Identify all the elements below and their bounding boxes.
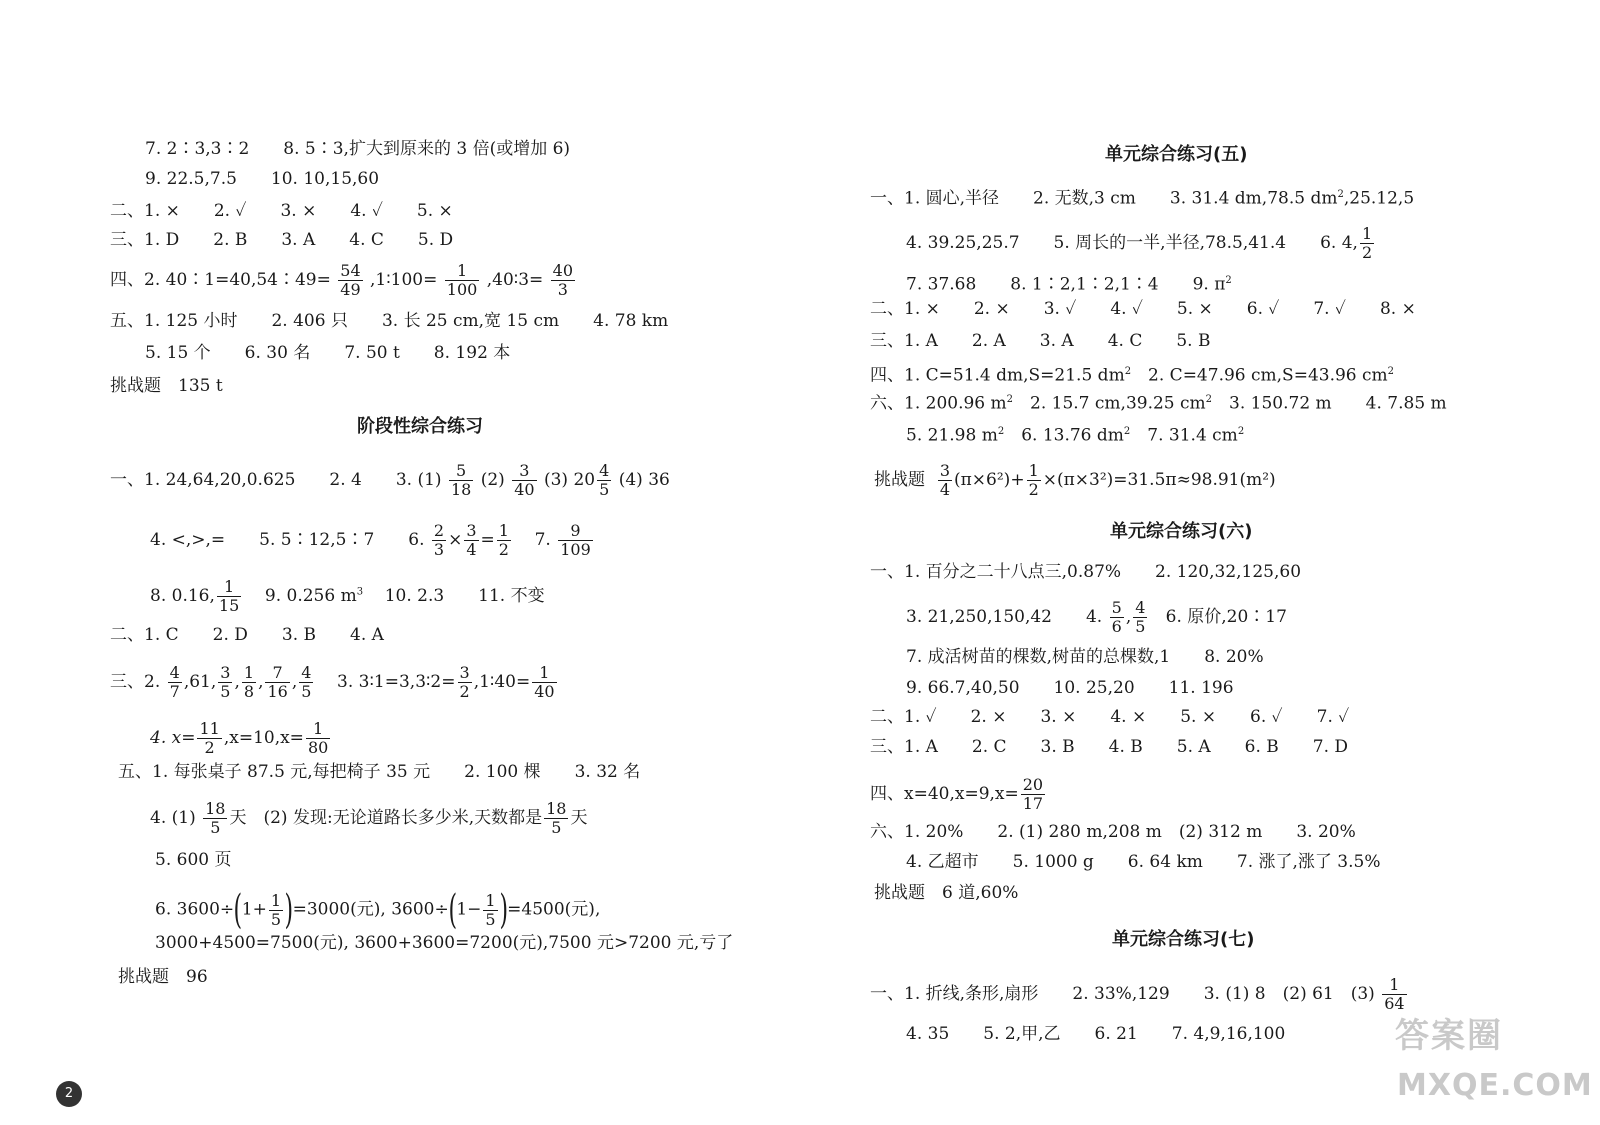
superscript: 2 (1337, 189, 1344, 200)
fraction: $\frac{3}{4}$ (466, 521, 477, 559)
text: (π×6²)+ (954, 470, 1025, 490)
text: 天 (570, 808, 588, 828)
text: , (258, 672, 264, 692)
fraction: $\frac{1}{64}$ (1384, 975, 1405, 1013)
text: 六、1. 200.96 m (870, 393, 1007, 414)
text: 7. 31.4 cm (1130, 425, 1238, 446)
text: ,1∶100= (370, 270, 438, 290)
stage-line-11: 3000+4500=7500(元), 3600+3600=7200(元),7500 元>7200 元,亏了 (155, 933, 734, 953)
fraction: $\frac{1}{5}$ (485, 890, 496, 929)
text: 1− (456, 899, 482, 920)
text: ,25.12,5 (1343, 188, 1415, 209)
unit5-line-1 (870, 184, 1414, 210)
unit5-line-2 (906, 225, 1376, 262)
superscript: 3 (356, 586, 364, 598)
fraction: $\frac{4}{5}$ (599, 461, 610, 499)
stage-line-4: 二、1. C 2. D 3. B 4. A (110, 625, 384, 645)
fraction: $\frac{5}{18}$ (450, 461, 472, 499)
fraction: $\frac{54}{49}$ (340, 261, 361, 299)
text: 8. 0.16, (150, 586, 215, 606)
unit5-line-5: 三、1. A 2. A 3. A 4. C 5. B (870, 331, 1211, 351)
stage-line-6 (150, 720, 332, 757)
text: × (448, 530, 463, 550)
text: 6. 3600÷ (155, 899, 235, 920)
text: 一、1. 24,64,20,0.625 2. 4 3. (1) (110, 470, 442, 490)
unit6-line-4: 9. 66.7,40,50 10. 25,20 11. 196 (906, 678, 1234, 698)
unit6-line-1: 一、1. 百分之二十八点三,0.87% 2. 120,32,125,60 (870, 562, 1302, 582)
fraction: $\frac{20}{17}$ (1022, 775, 1044, 813)
left-line-7: 5. 15 个 6. 30 名 7. 50 t 8. 192 本 (145, 343, 511, 363)
text: 6. 13.76 dm (1004, 425, 1124, 446)
text: , (291, 672, 298, 692)
text: 4. (1) (150, 808, 196, 828)
left-line-4: 三、1. D 2. B 3. A 4. C 5. D (110, 230, 454, 250)
superscript: 2 (1123, 426, 1131, 437)
text: 10. 2.3 11. 不变 (384, 586, 545, 606)
paren: ( (448, 887, 457, 933)
text: 一、1. 圆心,半径 2. 无数,3 cm 3. 31.4 dm,78.5 dm (870, 188, 1338, 209)
left-line-2: 9. 22.5,7.5 10. 10,15,60 (145, 169, 380, 189)
unit6-line-6: 三、1. A 2. C 3. B 4. B 5. A 6. B 7. D (870, 737, 1349, 757)
fraction: $\frac{4}{5}$ (1135, 598, 1146, 636)
unit5-line-9 (874, 462, 1276, 499)
text: 5. 21.98 m (906, 425, 998, 446)
unit5-line-8 (906, 421, 1244, 447)
text: =4500(元), (507, 899, 601, 920)
text: 三、2. (110, 672, 161, 692)
text: 3. 3∶1=3,3∶2= (337, 672, 456, 692)
text: , (1125, 607, 1132, 627)
text: 7. 37.68 8. 1∶2,1∶2,1∶4 9. π (906, 274, 1226, 295)
section-title-unit-7: 单元综合练习(七) (1112, 929, 1255, 950)
unit5-line-3 (906, 270, 1232, 296)
fraction: $\frac{11}{2}$ (199, 719, 220, 757)
superscript: 2 (1225, 275, 1232, 286)
text: 1+ (241, 899, 267, 920)
unit5-line-7 (870, 389, 1447, 415)
unit7-line-2: 4. 35 5. 2,甲,乙 6. 21 7. 4,9,16,100 (906, 1024, 1286, 1044)
left-line-1: 7. 2∶3,3∶2 8. 5∶3,扩大到原来的 3 倍(或增加 6) (145, 139, 571, 159)
fraction: $\frac{7}{16}$ (267, 663, 288, 701)
fraction: $\frac{4}{5}$ (301, 663, 312, 701)
text: , (234, 672, 240, 692)
fraction: $\frac{1}{100}$ (446, 261, 478, 299)
unit6-line-10: 挑战题 6 道,60% (874, 883, 1019, 903)
text: (3) 20 (543, 470, 596, 490)
fraction: $\frac{40}{3}$ (552, 261, 574, 299)
fraction: $\frac{3}{5}$ (220, 663, 231, 701)
text: = (480, 530, 495, 550)
fraction: $\frac{1}{5}$ (270, 890, 281, 929)
fraction: $\frac{9}{109}$ (560, 521, 591, 559)
text: 四、2. 40∶1=40,54∶49= (110, 270, 331, 290)
text: ×(π×3²)=31.5π≈98.91(m²) (1042, 470, 1276, 490)
left-line-5 (110, 262, 577, 299)
text: 一、1. 折线,条形,扇形 2. 33%,129 3. (1) 8 (2) 61 (3) (870, 984, 1375, 1004)
left-line-3: 二、1. × 2. ✓ 3. × 4. ✓ 5. × (110, 201, 453, 221)
fraction: $\frac{1}{2}$ (1028, 461, 1039, 499)
text: 2. C=47.96 cm,S=43.96 cm (1131, 365, 1388, 386)
fraction: $\frac{1}{80}$ (307, 719, 329, 757)
text: 9. 0.256 m (264, 586, 357, 606)
fraction: $\frac{18}{5}$ (546, 799, 567, 837)
stage-line-3 (150, 578, 545, 615)
fraction: $\frac{1}{8}$ (243, 663, 255, 701)
text: 7. (534, 530, 551, 550)
text: ,61, (183, 672, 217, 692)
stage-line-5 (110, 664, 559, 701)
superscript: 2 (1237, 426, 1245, 437)
watermark-url: MXQE.COM (1397, 1068, 1593, 1103)
superscript: 2 (997, 426, 1005, 437)
stage-line-8 (150, 800, 587, 837)
unit6-line-2 (906, 599, 1287, 636)
section-title-unit-5: 单元综合练习(五) (1105, 144, 1248, 165)
fraction: $\frac{18}{5}$ (205, 799, 226, 837)
fraction: $\frac{1}{40}$ (534, 663, 555, 701)
unit6-line-5: 二、1. ✓ 2. × 3. × 4. × 5. × 6. ✓ 7. ✓ (870, 707, 1350, 727)
unit6-line-8: 六、1. 20% 2. (1) 280 m,208 m (2) 312 m 3. 20% (870, 822, 1356, 842)
text: 挑战题 (874, 470, 925, 490)
watermark-logo: 答案圈 (1395, 1016, 1503, 1056)
superscript: 2 (1387, 366, 1395, 377)
fraction: $\frac{4}{7}$ (169, 663, 180, 701)
text: ,x=10,x= (223, 728, 304, 748)
unit6-line-7 (870, 776, 1047, 813)
paren: ( (233, 887, 243, 933)
text: 4. x= (150, 728, 196, 748)
left-line-6: 五、1. 125 小时 2. 406 只 3. 长 25 cm,宽 15 cm 4. 78 km (110, 311, 669, 331)
text: ,1∶40= (473, 672, 531, 692)
text: 2. 15.7 cm,39.25 cm (1013, 393, 1206, 414)
text: 3. 21,250,150,42 4. (906, 607, 1103, 627)
text: 天 (2) 发现:无论道路长多少米,天数都是 (229, 808, 543, 828)
text: ,40∶3= (486, 270, 544, 290)
fraction: $\frac{1}{15}$ (218, 577, 240, 615)
superscript: 2 (1205, 394, 1213, 405)
stage-line-2 (150, 522, 595, 559)
stage-line-7: 五、1. 每张桌子 87.5 元,每把椅子 35 元 2. 100 棵 3. 32 名 (118, 762, 641, 782)
unit7-line-1 (870, 976, 1409, 1013)
text: 4. <,>,= 5. 5∶12,5∶7 6. (150, 530, 425, 550)
text: =3000(元), 3600÷ (292, 899, 449, 920)
superscript: 2 (1006, 394, 1014, 405)
unit5-line-6 (870, 361, 1394, 387)
text: (4) 36 (618, 470, 670, 490)
fraction: $\frac{1}{2}$ (1361, 224, 1373, 262)
stage-line-12: 挑战题 96 (118, 967, 208, 987)
unit6-line-9: 4. 乙超市 5. 1000 g 6. 64 km 7. 涨了,涨了 3.5% (906, 852, 1381, 872)
unit6-line-3: 7. 成活树苗的棵数,树苗的总棵数,1 8. 20% (906, 647, 1264, 667)
text: 3. 150.72 m 4. 7.85 m (1212, 393, 1447, 414)
paren: ) (499, 887, 508, 933)
superscript: 2 (1124, 366, 1132, 377)
text: 四、1. C=51.4 dm,S=21.5 dm (870, 365, 1125, 386)
section-title-stage-practice: 阶段性综合练习 (357, 416, 483, 437)
stage-line-9: 5. 600 页 (155, 850, 232, 870)
left-line-8: 挑战题 135 t (110, 376, 223, 396)
fraction: $\frac{1}{2}$ (498, 521, 509, 559)
unit5-line-4: 二、1. × 2. × 3. ✓ 4. ✓ 5. × 6. ✓ 7. ✓ 8. × (870, 299, 1416, 319)
paren: ) (284, 887, 294, 933)
fraction: $\frac{3}{2}$ (459, 663, 470, 701)
text: 6. 原价,20∶17 (1165, 607, 1287, 627)
fraction: $\frac{2}{3}$ (433, 521, 445, 559)
stage-line-1 (110, 462, 670, 499)
text: 四、x=40,x=9,x= (870, 784, 1019, 804)
fraction: $\frac{3}{40}$ (514, 461, 535, 499)
fraction: $\frac{5}{6}$ (1111, 598, 1122, 636)
page-number: 2 (56, 1081, 82, 1107)
text: 4. 39.25,25.7 5. 周长的一半,半径,78.5,41.4 6. 4, (906, 233, 1358, 253)
stage-line-10 (155, 887, 601, 933)
fraction: $\frac{3}{4}$ (939, 461, 950, 499)
section-title-unit-6: 单元综合练习(六) (1110, 521, 1253, 542)
text: (2) (480, 470, 505, 490)
